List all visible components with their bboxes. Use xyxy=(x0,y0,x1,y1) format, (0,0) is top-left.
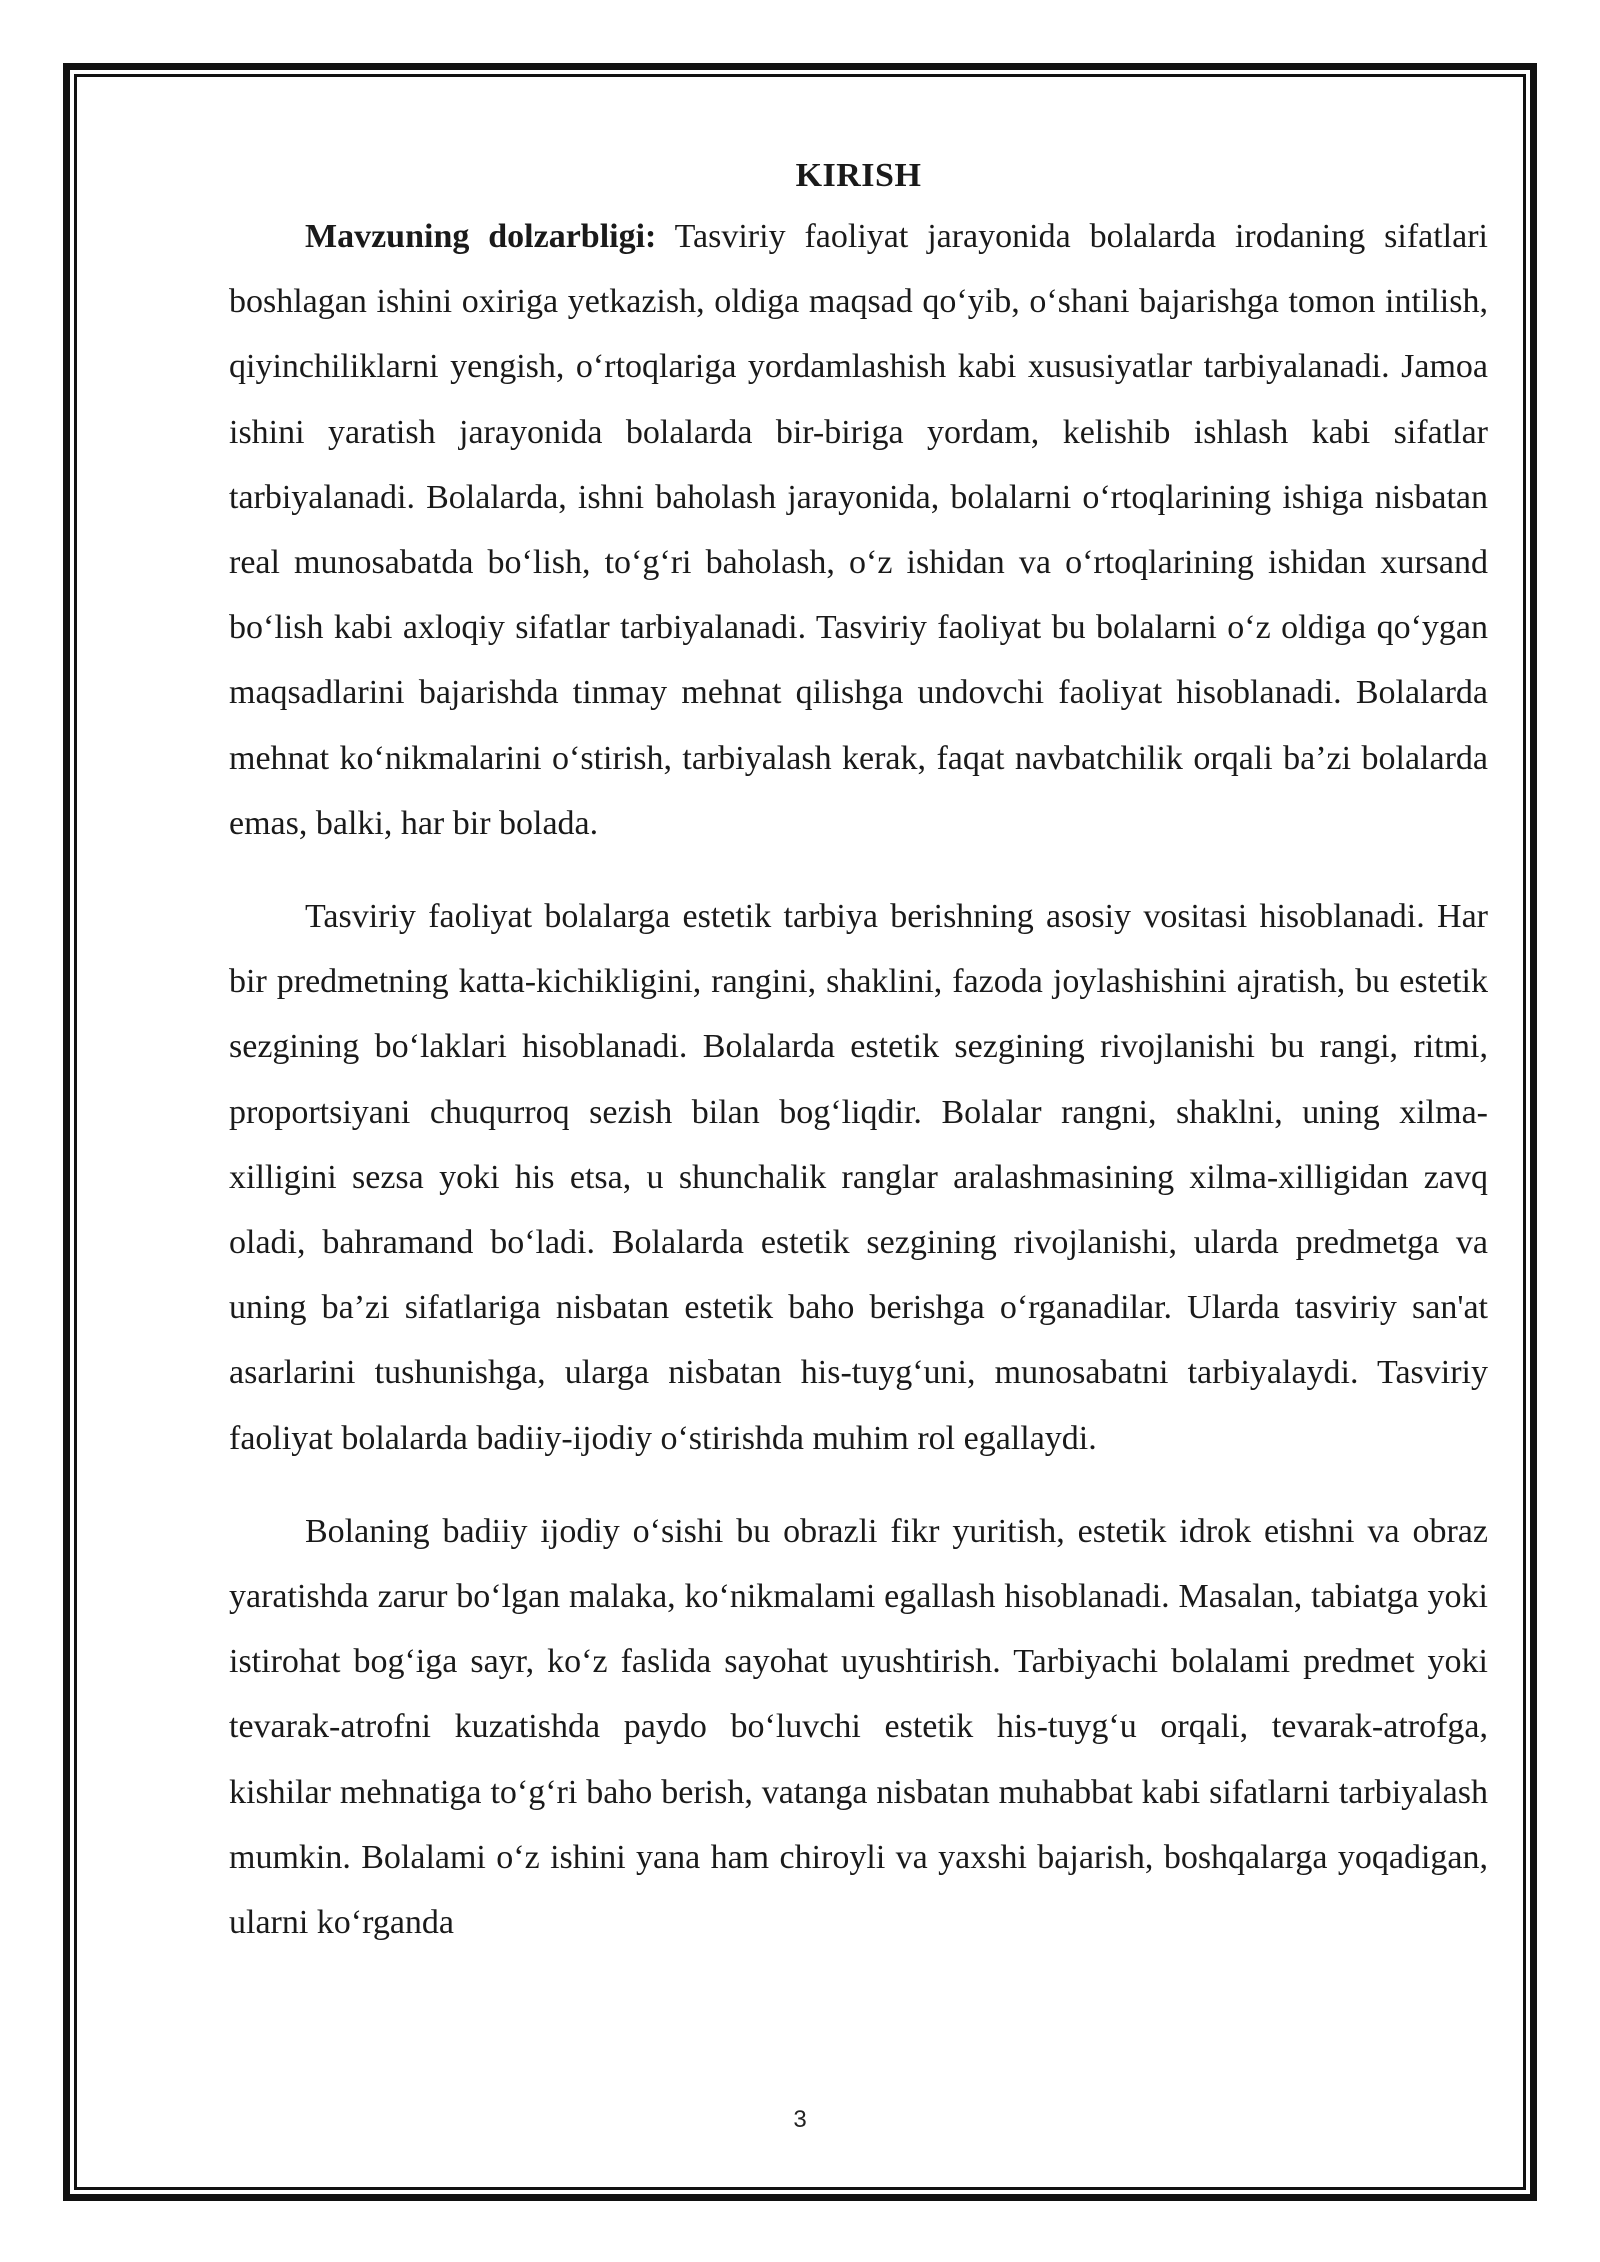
paragraph-text: Tasviriy faoliyat jarayonida bolalarda irodaning sifatlari boshlagan ishini oxiriga yetkazish, oldiga maqsad qo‘yib, o‘shani bajarishga tomon intilish, qiyinchiliklarni yengish, o‘rtoqlariga yordamlashish kabi xususiyatlar tarbiyalanadi. Jamoa ishini yaratish jarayonida bolalarda bir-biriga yordam, kelishib ishlash kabi sifatlar tarbiyalanadi. Bolalarda, ishni baholash jarayonida, bolalarni o‘rtoqlarining ishiga nisbatan real munosabatda bo‘lish, to‘g‘ri baholash, o‘z ishidan va o‘rtoqlarining ishidan xursand bo‘lish kabi axloqiy sifatlar tarbiyalanadi. Tasviriy faoliyat bu bolalarni o‘z oldiga qo‘ygan maqsadlarini bajarishda tinmay mehnat qilishga undovchi faoliyat hisoblanadi. Bolalarda mehnat ko‘nikmalarini o‘stirish, tarbiyalash kerak, faqat navbatchilik orqali ba’zi bolalarda emas, balki, har bir bolada. xyxy=(229,218,1488,842)
section-title: KIRISH xyxy=(795,157,922,194)
paragraph-lead: Mavzuning dolzarbligi: xyxy=(305,218,657,255)
paragraph-text: Bolaning badiiy ijodiy o‘sishi bu obrazli fikr yuritish, estetik idrok etishni va obraz yaratishda zarur bo‘lgan malaka, ko‘nikmalami egallash hisoblanadi. Masalan, tabiatga yoki istirohat bog‘iga sayr, ko‘z faslida sayohat uyushtirish. Tarbiyachi bolalami predmet yoki tevarak-atrofni kuzatishda paydo bo‘luvchi estetik his-tuyg‘u orqali, tevarak-atrofga, kishilar mehnatiga to‘g‘ri baho berish, vatanga nisbatan muhabbat kabi sifatlarni tarbiyalash mumkin. Bolalami o‘z ishini yana ham chiroyli va yaxshi bajarish, boshqalarga yoqadigan, ularni ko‘rganda xyxy=(229,1512,1488,1942)
paragraph-aesthetic-education xyxy=(229,884,1488,1471)
paragraph-text: Tasviriy faoliyat bolalarga estetik tarbiya berishning asosiy vositasi hisoblanadi. Har bir predmetning katta-kichikligini, rangini, shaklini, fazoda joylashishini ajratish, bu estetik sezgining bo‘laklari hisoblanadi. Bolalarda estetik sezgining rivojlanishi bu rangi, ritmi, proportsiyani chuqurroq sezish bilan bog‘liqdir. Bolalar rangni, shaklni, uning xilma-xilligini sezsa yoki his etsa, u shunchalik ranglar aralashmasining xilma-xilligidan zavq oladi, bahramand bo‘ladi. Bolalarda estetik sezgining rivojlanishi, ularda predmetga va uning ba’zi sifatlariga nisbatan estetik baho berishga o‘rganadilar. Ularda tasviriy san'at asarlarini tushunishga, ularga nisbatan his-tuyg‘uni, munosabatni tarbiyalaydi. Tasviriy faoliyat bolalarda badiiy-ijodiy o‘stirishda muhim rol egallaydi. xyxy=(229,898,1488,1457)
paragraph-relevance xyxy=(229,204,1488,856)
document-body xyxy=(229,148,1488,1955)
page-number: 3 xyxy=(793,2106,807,2133)
paragraph-creative-growth xyxy=(229,1499,1488,1955)
